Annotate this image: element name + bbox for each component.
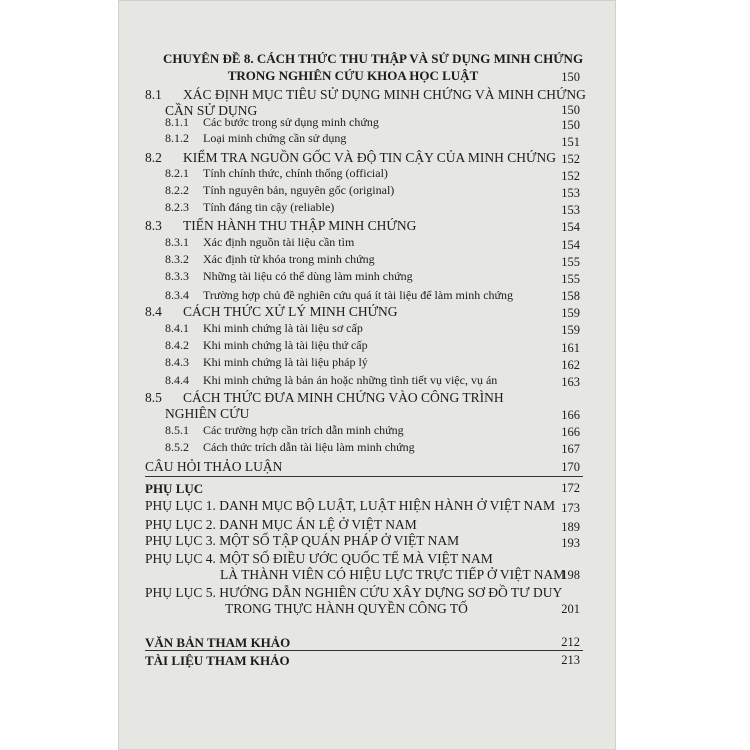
toc-page: 155 (561, 272, 580, 286)
toc-section-8-5-line2: NGHIÊN CỨU (165, 406, 250, 421)
toc-page: 166 (561, 408, 580, 422)
toc-item-8-4-1: 8.4.1 Khi minh chứng là tài liệu sơ cấp (165, 321, 363, 335)
toc-page: 150 (561, 118, 580, 132)
toc-item-8-4-4: 8.4.4 Khi minh chứng là bản án hoặc những tình tiết vụ việc, vụ án (165, 373, 498, 387)
toc-section-8-2: 8.2 KIỂM TRA NGUỒN GỐC VÀ ĐỘ TIN CẬY CỦA MINH CHỨNG (145, 150, 556, 165)
toc-section-8-4: 8.4 CÁCH THỨC XỬ LÝ MINH CHỨNG (145, 304, 398, 319)
toc-page: 198 (561, 568, 580, 582)
chapter-title-line2: TRONG NGHIÊN CỨU KHOA HỌC LUẬT (227, 68, 479, 83)
toc-item-8-2-1: 8.2.1 Tính chính thức, chính thống (official) (165, 166, 388, 180)
toc-page: 158 (561, 289, 580, 303)
toc-page: 193 (561, 536, 580, 550)
toc-appendix-5-line2: TRONG THỰC HÀNH QUYỀN CÔNG TỐ (225, 601, 468, 616)
toc-page: 162 (561, 358, 580, 372)
toc-page: 167 (561, 442, 580, 456)
toc-item-8-5-1: 8.5.1 Các trường hợp cần trích dẫn minh chứng (165, 423, 404, 437)
toc-section-8-5: 8.5 CÁCH THỨC ĐƯA MINH CHỨNG VÀO CÔNG TRÌNH (145, 390, 504, 405)
toc-page: 151 (561, 135, 580, 149)
toc-appendix-5: PHỤ LỤC 5. HƯỚNG DẪN NGHIÊN CỨU XÂY DỰNG SƠ ĐỒ TƯ DUY (145, 585, 563, 600)
toc-page: 153 (561, 203, 580, 217)
toc-page: 212 (561, 635, 580, 649)
toc-page: 201 (561, 602, 580, 616)
divider (145, 650, 583, 651)
toc-page: 172 (561, 481, 580, 495)
toc-item-8-1-1: 8.1.1 Các bước trong sử dụng minh chứng (165, 115, 379, 129)
toc-appendix: PHỤ LỤC (145, 481, 204, 496)
toc-reference-documents: VĂN BẢN THAM KHẢO (145, 635, 291, 650)
toc-discussion-questions: CÂU HỎI THẢO LUẬN (145, 459, 283, 474)
toc-page: 170 (561, 460, 580, 474)
toc-section-8-3: 8.3 TIẾN HÀNH THU THẬP MINH CHỨNG (145, 218, 417, 233)
toc-page: 150 (561, 103, 580, 117)
toc-item-8-3-1: 8.3.1 Xác định nguồn tài liệu cần tìm (165, 235, 355, 249)
toc-page: 154 (561, 238, 580, 252)
toc-item-8-2-2: 8.2.2 Tính nguyên bản, nguyên gốc (original) (165, 183, 395, 197)
toc-appendix-2: PHỤ LỤC 2. DANH MỤC ÁN LỆ Ở VIỆT NAM (145, 517, 417, 532)
toc-item-8-1-2: 8.1.2 Loại minh chứng cần sử dụng (165, 131, 347, 145)
toc-item-8-3-3: 8.3.3 Những tài liệu có thể dùng làm minh chứng (165, 269, 413, 283)
toc-page: 152 (561, 152, 580, 166)
toc-references: TÀI LIỆU THAM KHẢO (145, 653, 290, 668)
toc-page: 159 (561, 306, 580, 320)
toc-page: 189 (561, 520, 580, 534)
divider (145, 476, 583, 477)
toc-item-8-2-3: 8.2.3 Tính đáng tin cậy (reliable) (165, 200, 335, 214)
toc-page: 152 (561, 169, 580, 183)
toc-appendix-4-line2: LÀ THÀNH VIÊN CÓ HIỆU LỰC TRỰC TIẾP Ở VIỆT NAM (220, 567, 566, 582)
toc-appendix-1: PHỤ LỤC 1. DANH MỤC BỘ LUẬT, LUẬT HIỆN HÀNH Ở VIỆT NAM (145, 498, 555, 513)
toc-item-8-4-2: 8.4.2 Khi minh chứng là tài liệu thứ cấp (165, 338, 368, 352)
chapter-page: 150 (561, 70, 580, 84)
toc-page: 166 (561, 425, 580, 439)
toc-appendix-3: PHỤ LỤC 3. MỘT SỐ TẬP QUÁN PHÁP Ở VIỆT NAM (145, 533, 460, 548)
toc-page: 153 (561, 186, 580, 200)
toc-item-8-5-2: 8.5.2 Cách thức trích dẫn tài liệu làm minh chứng (165, 440, 415, 454)
toc-page: 213 (561, 653, 580, 667)
toc-section-8-1-line2: CẦN SỬ DỤNG (165, 103, 258, 118)
toc-page: 154 (561, 220, 580, 234)
toc-section-8-1: 8.1 XÁC ĐỊNH MỤC TIÊU SỬ DỤNG MINH CHỨNG VÀ MINH CHỨNG (145, 87, 586, 102)
toc-page: 155 (561, 255, 580, 269)
toc-page: 161 (561, 341, 580, 355)
toc-page: 163 (561, 375, 580, 389)
toc-item-8-3-2: 8.3.2 Xác định từ khóa trong minh chứng (165, 252, 375, 266)
chapter-title (148, 50, 598, 84)
toc-page: 173 (561, 501, 580, 515)
toc-item-8-3-4: 8.3.4 Trường hợp chủ đề nghiên cứu quá ít tài liệu để làm minh chứng (165, 288, 514, 302)
toc-page: 159 (561, 323, 580, 337)
chapter-title-line1: CHUYÊN ĐỀ 8. CÁCH THỨC THU THẬP VÀ SỬ DỤNG MINH CHỨNG (162, 51, 584, 66)
toc-appendix-4: PHỤ LỤC 4. MỘT SỐ ĐIỀU ƯỚC QUỐC TẾ MÀ VIỆT NAM (145, 551, 493, 566)
toc-item-8-4-3: 8.4.3 Khi minh chứng là tài liệu pháp lý (165, 355, 368, 369)
